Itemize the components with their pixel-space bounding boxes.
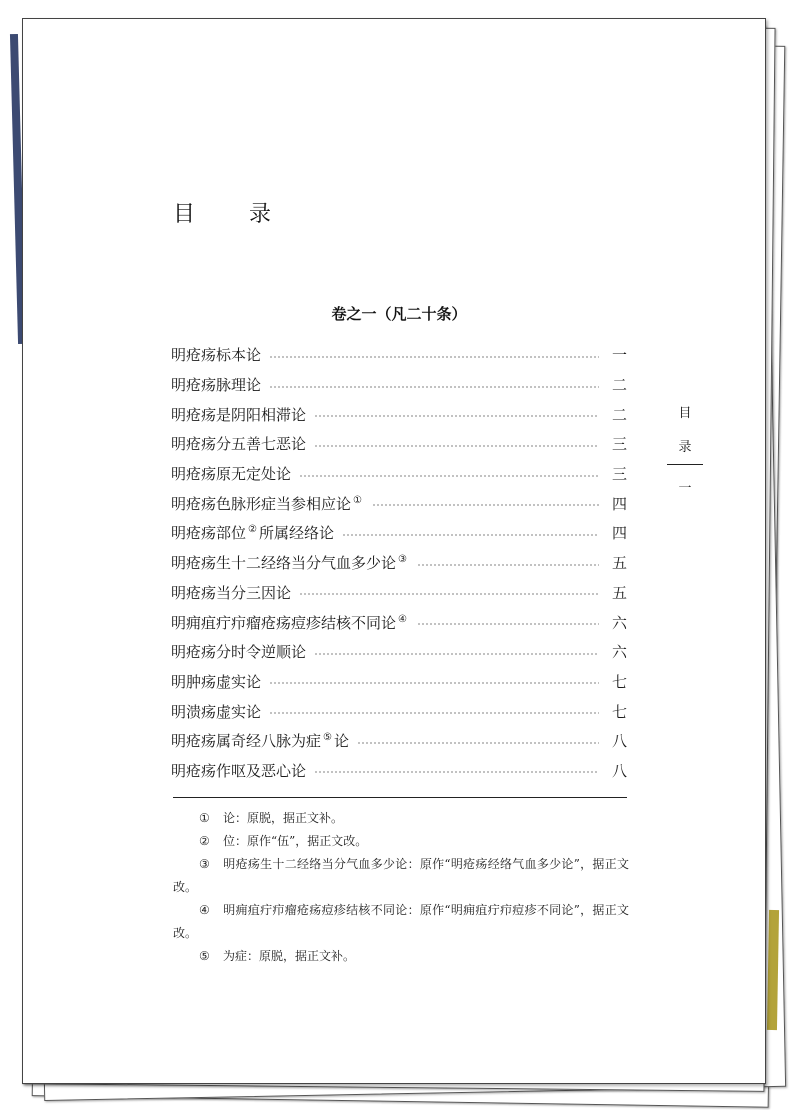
footnote-ref[interactable]: ⑤ (323, 732, 332, 744)
toc-entry-title (171, 760, 306, 781)
footnote-ref[interactable]: ③ (398, 554, 407, 566)
toc-page-number: 二 (611, 405, 627, 424)
page-title: 目 录 (173, 202, 288, 227)
toc-entry[interactable] (171, 399, 627, 429)
toc-entry[interactable] (171, 459, 627, 489)
toc-entry-title (171, 522, 334, 543)
toc-page-number: 六 (611, 643, 627, 662)
footnote-text: 位：原作“伍”，据正文改。 (223, 834, 368, 848)
toc-entry[interactable] (171, 578, 627, 608)
toc-page-number: 五 (611, 554, 627, 573)
footnote-divider (173, 797, 627, 798)
dot-leader (314, 771, 599, 773)
toc-entry[interactable] (171, 429, 627, 459)
toc-page-number: 七 (611, 672, 627, 691)
toc-entry-text: 明疮疡部位 (171, 524, 247, 543)
footnote-mark: ③ (199, 857, 210, 871)
side-tab-rule (667, 464, 703, 465)
dot-leader (417, 564, 599, 566)
toc-page-number: 六 (611, 613, 627, 632)
footnote-ref[interactable]: ④ (398, 613, 407, 625)
footnote-text: 明痈疽疔疖瘤疮疡痘疹结核不同论：原作“明痈疽疔疖痘疹不同论”，据正文改。 (173, 903, 629, 940)
toc-page-number: 四 (611, 524, 627, 543)
toc-page-number: 七 (611, 702, 627, 721)
toc-entry-title (171, 641, 306, 662)
toc-page-number: 八 (611, 732, 627, 751)
dot-leader (299, 475, 599, 477)
toc-entry-text: 明疮疡属奇经八脉为症 (171, 732, 322, 751)
footnote-text: 论：原脱，据正文补。 (223, 811, 344, 825)
dot-leader (357, 742, 599, 744)
footnotes (173, 807, 629, 968)
toc-entry-text: 明疮疡脉理论 (171, 376, 262, 395)
toc-entry-text: 明疮疡作呕及恶心论 (171, 761, 307, 780)
toc-entry[interactable] (171, 607, 627, 637)
toc-entry-text: 明疮疡标本论 (171, 346, 262, 365)
volume-heading: 卷之一（凡二十条） (331, 305, 467, 323)
toc-entry-title (171, 493, 364, 514)
toc-page-number: 五 (611, 583, 627, 602)
toc-entry[interactable] (171, 340, 627, 370)
toc-entry-text: 明疮疡生十二经络当分气血多少论 (171, 554, 397, 573)
toc-entry-text: 明肿疡虚实论 (171, 672, 262, 691)
toc-page-number: 三 (611, 465, 627, 484)
toc-entry[interactable] (171, 488, 627, 518)
toc-page-number: 二 (611, 376, 627, 395)
dot-leader (314, 415, 599, 417)
dot-leader (417, 623, 599, 625)
footnote-text: 明疮疡生十二经络当分气血多少论：原作“明疮疡经络气血多少论”，据正文改。 (173, 857, 629, 894)
toc-entry-title (171, 730, 349, 751)
toc-entry-text: 明溃疡虚实论 (171, 702, 262, 721)
footnote (173, 807, 629, 830)
dot-leader (314, 445, 599, 447)
dot-leader (269, 682, 599, 684)
toc-entry[interactable] (171, 637, 627, 667)
toc-entry-text: 明痈疽疔疖瘤疮疡痘疹结核不同论 (171, 613, 397, 632)
toc-entry-text: 明疮疡色脉形症当参相应论 (171, 494, 352, 513)
side-tab (663, 402, 707, 496)
dot-leader (372, 504, 599, 506)
side-tab-char: 目 (678, 406, 692, 421)
toc-entry-text: 明疮疡分时令逆顺论 (171, 643, 307, 662)
book-cover-edge (767, 910, 779, 1030)
footnote-text: 为症：原脱，据正文补。 (223, 949, 356, 963)
footnote (173, 899, 629, 945)
footnote-mark: ② (199, 834, 210, 848)
toc-entry-title (171, 344, 261, 365)
toc-entry[interactable] (171, 756, 627, 786)
toc-entry-text: 明疮疡原无定处论 (171, 465, 292, 484)
footnote-mark: ⑤ (199, 949, 210, 963)
toc-entry[interactable] (171, 667, 627, 697)
toc-entry-text: 明疮疡当分三因论 (171, 583, 292, 602)
dot-leader (269, 712, 599, 714)
dot-leader (299, 593, 599, 595)
footnote-ref[interactable]: ① (353, 494, 362, 506)
toc-entry-title (171, 433, 306, 454)
toc-entry-title (171, 374, 261, 395)
footnote-mark: ④ (199, 903, 210, 917)
toc-entry-title (171, 701, 261, 722)
table-of-contents (171, 340, 627, 785)
toc-entry-title (171, 463, 291, 484)
dot-leader (342, 534, 599, 536)
toc-entry-title (171, 612, 409, 633)
toc-entry-text: 论 (333, 732, 349, 751)
toc-entry-title (171, 404, 306, 425)
toc-page-number: 八 (611, 761, 627, 780)
toc-entry[interactable] (171, 696, 627, 726)
toc-entry-title (171, 552, 409, 573)
document-page (22, 18, 766, 1084)
toc-entry[interactable] (171, 548, 627, 578)
toc-entry[interactable] (171, 370, 627, 400)
toc-entry-text: 所属经络论 (258, 524, 334, 543)
side-tab-char: 录 (678, 440, 692, 455)
footnote (173, 853, 629, 899)
toc-page-number: 四 (611, 494, 627, 513)
dot-leader (314, 653, 599, 655)
toc-entry-title (171, 582, 291, 603)
page-number: 一 (678, 481, 692, 496)
toc-entry-text: 明疮疡是阴阳相滞论 (171, 405, 307, 424)
footnote (173, 945, 629, 968)
toc-entry[interactable] (171, 726, 627, 756)
toc-entry[interactable] (171, 518, 627, 548)
dot-leader (269, 386, 599, 388)
toc-page-number: 一 (611, 346, 627, 365)
footnote-ref[interactable]: ② (248, 524, 257, 536)
footnote (173, 830, 629, 853)
toc-entry-text: 明疮疡分五善七恶论 (171, 435, 307, 454)
footnote-mark: ① (199, 811, 210, 825)
dot-leader (269, 356, 599, 358)
toc-page-number: 三 (611, 435, 627, 454)
toc-entry-title (171, 671, 261, 692)
